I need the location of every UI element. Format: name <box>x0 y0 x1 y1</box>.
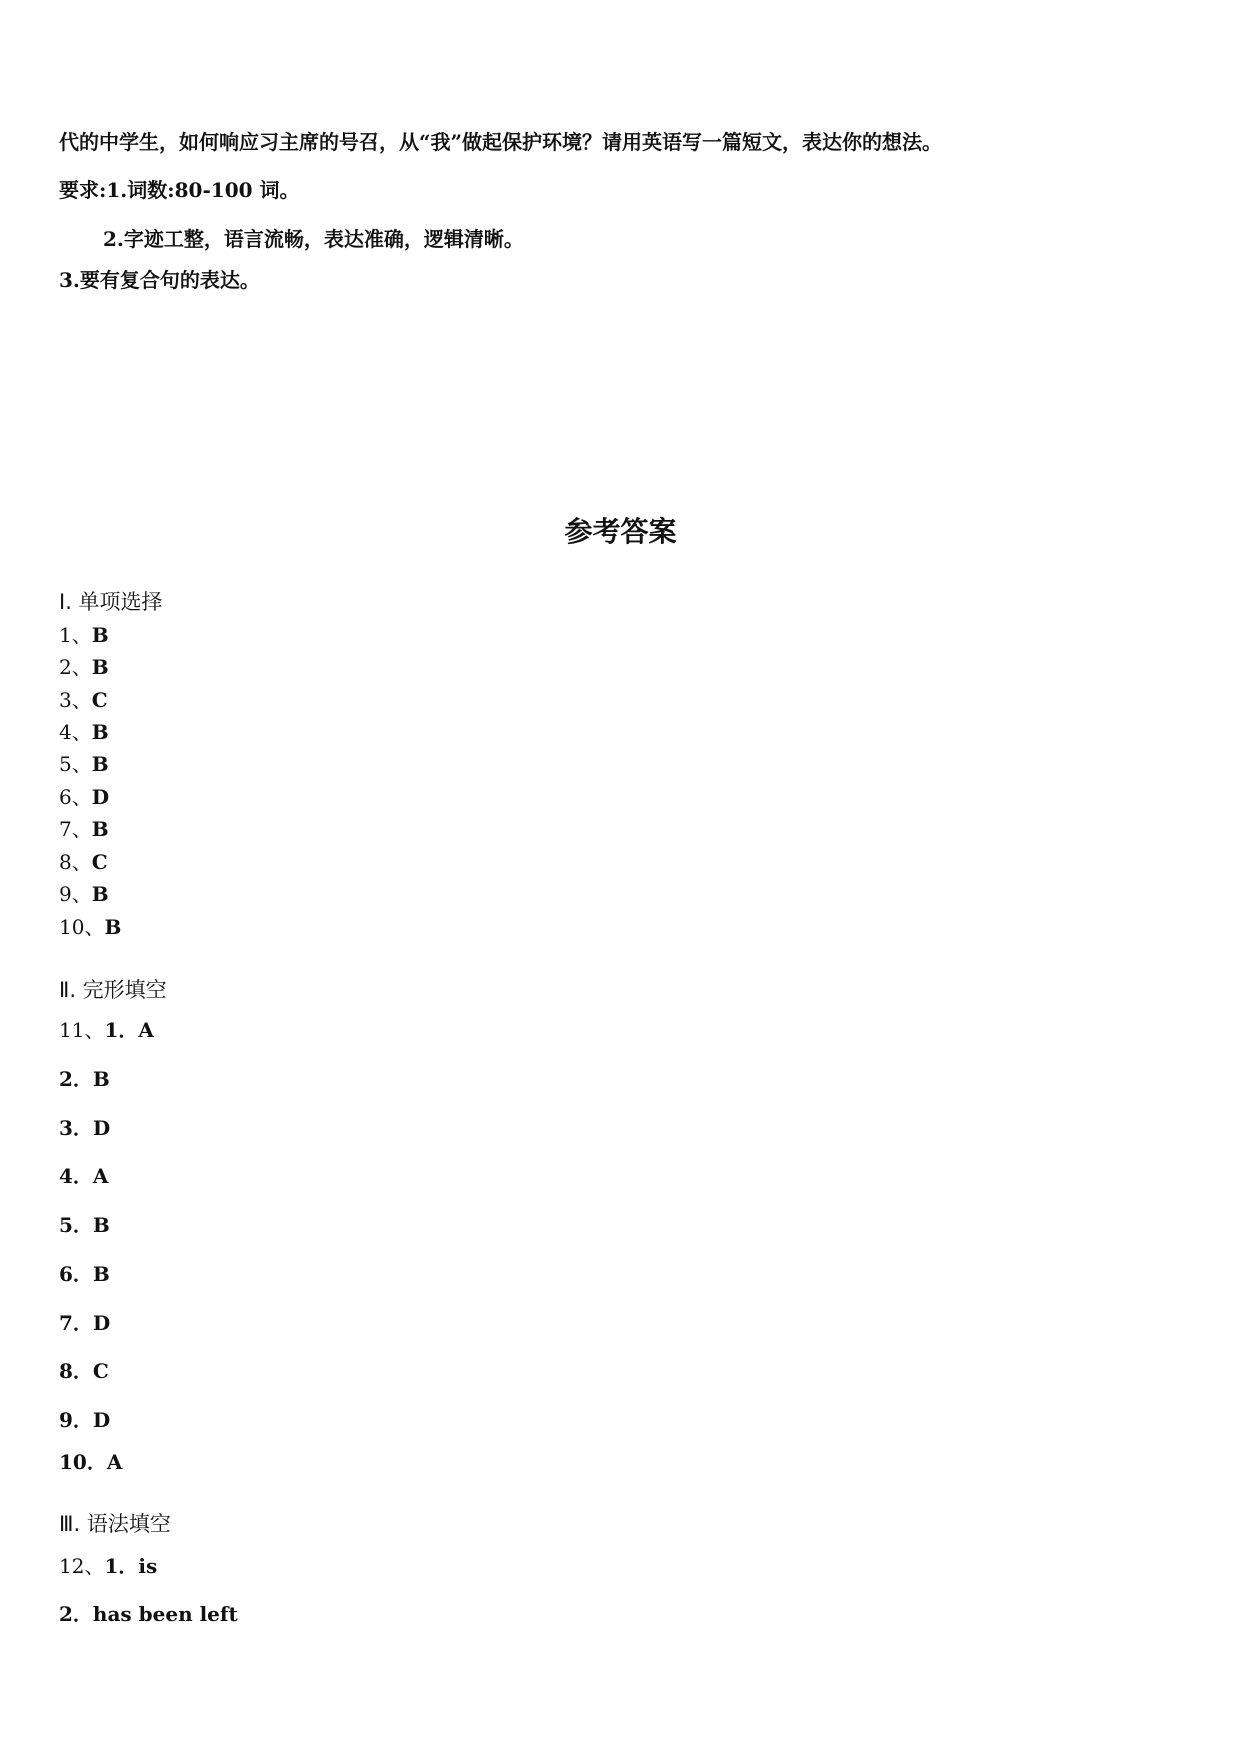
answer-item: 8、C <box>59 850 108 874</box>
section-3-heading: Ⅲ. 语法填空 <box>59 1512 171 1536</box>
answer-item: 5．B <box>59 1213 110 1237</box>
answer-item: 4、B <box>59 720 109 744</box>
answer-item: 7．D <box>59 1311 111 1335</box>
section-1-heading: Ⅰ. 单项选择 <box>59 590 163 614</box>
answer-item: 1、B <box>59 623 109 647</box>
answer-item: 10．A <box>59 1450 123 1474</box>
answer-item: 6、D <box>59 785 110 809</box>
answer-item: 8．C <box>59 1359 109 1383</box>
answer-item: 9、B <box>59 882 109 906</box>
answer-item: 9．D <box>59 1408 111 1432</box>
answer-item: 4．A <box>59 1164 109 1188</box>
answer-item: 2．B <box>59 1067 110 1091</box>
answer-item: 2、B <box>59 655 109 679</box>
answer-item: 3、C <box>59 688 108 712</box>
prompt-line-1: 代的中学生，如何响应习主席的号召，从“我”做起保护环境？请用英语写一篇短文，表达你的想法。 <box>59 130 943 154</box>
answer-item: 6．B <box>59 1262 110 1286</box>
answer-item: 11、1．A <box>59 1018 154 1042</box>
prompt-line-3: 2.字迹工整，语言流畅，表达准确，逻辑清晰。 <box>103 227 524 251</box>
answer-item: 5、B <box>59 752 109 776</box>
answer-item: 12、1．is <box>59 1554 158 1578</box>
answers-title: 参考答案 <box>564 515 677 548</box>
answer-item: 3．D <box>59 1116 111 1140</box>
answer-item: 10、B <box>59 915 122 939</box>
prompt-line-4: 3.要有复合句的表达。 <box>59 268 260 292</box>
answer-item: 2．has been left <box>59 1602 238 1626</box>
answer-item: 7、B <box>59 817 109 841</box>
section-2-heading: Ⅱ. 完形填空 <box>59 978 167 1002</box>
prompt-line-2: 要求:1.词数:80-100 词。 <box>59 178 300 202</box>
